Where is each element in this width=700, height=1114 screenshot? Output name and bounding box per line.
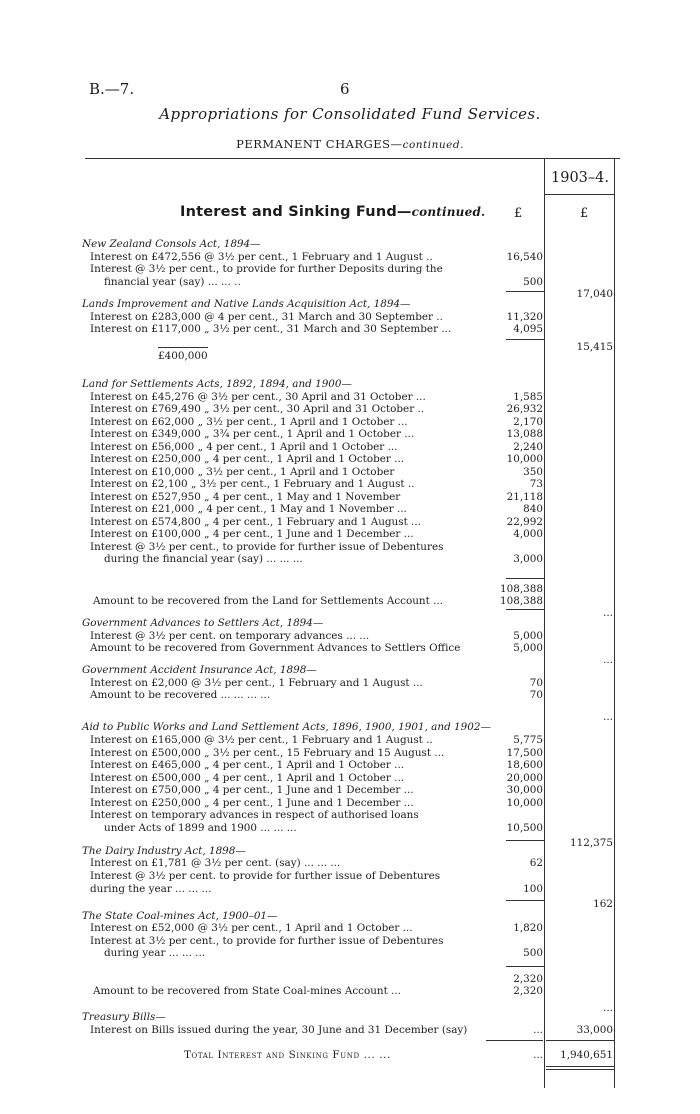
row-description: Land for Settlements Acts, 1892, 1894, and 1900— bbox=[82, 378, 352, 390]
year-column-header: 1903–4. bbox=[551, 170, 609, 186]
amount-inner: 62 bbox=[529, 857, 543, 869]
row-description: Lands Improvement and Native Lands Acquisition Act, 1894— bbox=[82, 298, 411, 310]
amount-inner: 1,820 bbox=[513, 922, 543, 934]
act-heading bbox=[0, 1011, 700, 1024]
page-number: 6 bbox=[340, 80, 350, 98]
ledger-row bbox=[0, 263, 700, 276]
ledger-row bbox=[0, 870, 700, 883]
amount-inner: 16,540 bbox=[506, 251, 543, 263]
total-rule bbox=[546, 1066, 614, 1067]
ledger-row bbox=[0, 809, 700, 822]
row-description: Interest on £165,000 @ 3½ per cent., 1 February and 1 August .. bbox=[90, 734, 433, 746]
section-title bbox=[180, 204, 485, 220]
row-description: Interest on £500,000 „ 4 per cent., 1 April and 1 October ... bbox=[90, 772, 405, 784]
row-description: Amount to be recovered from Government Advances to Settlers Office bbox=[90, 642, 461, 654]
amount-inner: 21,118 bbox=[506, 491, 543, 503]
ledger-row bbox=[0, 1024, 700, 1037]
row-description: Interest on £769,490 „ 3½ per cent., 30 April and 31 October .. bbox=[90, 403, 425, 415]
amount-inner: 2,170 bbox=[513, 416, 543, 428]
subtitle-continued: continued. bbox=[402, 139, 464, 151]
row-description: under Acts of 1899 and 1900 ... ... ... bbox=[104, 822, 297, 834]
subtotal-rule bbox=[506, 578, 544, 579]
row-description: New Zealand Consols Act, 1894— bbox=[82, 238, 261, 250]
row-description: Interest on £10,000 „ 3½ per cent., 1 April and 1 October bbox=[90, 466, 395, 478]
amount-inner: 840 bbox=[523, 503, 543, 515]
ledger-row bbox=[0, 403, 700, 416]
currency-left: £ bbox=[514, 206, 523, 221]
row-description: Government Advances to Settlers Act, 1894— bbox=[82, 617, 324, 629]
row-description: Interest on £2,000 @ 3½ per cent., 1 February and 1 August ... bbox=[90, 677, 423, 689]
amount-total: 1,940,651 bbox=[560, 1049, 613, 1061]
amount-inner: 1,585 bbox=[513, 391, 543, 403]
row-description: Interest at 3½ per cent., to provide for further issue of Debentures bbox=[90, 935, 444, 947]
row-description: Interest @ 3½ per cent., to provide for further Deposits during the bbox=[90, 263, 443, 275]
row-description: Interest on £100,000 „ 4 per cent., 1 June and 1 December ... bbox=[90, 528, 414, 540]
row-description: Interest on £2,100 „ 3½ per cent., 1 February and 1 August .. bbox=[90, 478, 415, 490]
ledger-row bbox=[0, 883, 700, 896]
row-description: Amount to be recovered from State Coal-mines Account ... bbox=[93, 985, 401, 997]
amount-inner: 10,000 bbox=[506, 797, 543, 809]
amount-total: ... bbox=[603, 1002, 613, 1014]
total-rule bbox=[486, 1040, 543, 1041]
amount-inner: 500 bbox=[523, 276, 543, 288]
total-rule bbox=[546, 1069, 614, 1070]
act-heading bbox=[0, 617, 700, 630]
row-description: Treasury Bills— bbox=[82, 1011, 166, 1023]
amount-inner: 26,932 bbox=[506, 403, 543, 415]
amount-total: 15,415 bbox=[576, 341, 613, 353]
row-description: Interest on £1,781 @ 3½ per cent. (say) ... ... ... bbox=[90, 857, 341, 869]
row-description: Interest on £250,000 „ 4 per cent., 1 June and 1 December ... bbox=[90, 797, 414, 809]
grand-total-row bbox=[0, 1049, 700, 1062]
act-heading bbox=[0, 298, 700, 311]
row-description: Interest @ 3½ per cent. to provide for further issue of Debentures bbox=[90, 870, 441, 882]
amount-inner: 350 bbox=[523, 466, 543, 478]
amount-inner: 10,000 bbox=[506, 453, 543, 465]
subtitle-main: PERMANENT CHARGES— bbox=[236, 137, 403, 151]
row-description: Interest on £349,000 „ 3¾ per cent., 1 April and 1 October ... bbox=[90, 428, 415, 440]
amount-inner: 5,775 bbox=[513, 734, 543, 746]
boxed-loan-total: £400,000 bbox=[158, 347, 208, 362]
amount-inner: 20,000 bbox=[506, 772, 543, 784]
ledger-row bbox=[0, 553, 700, 566]
year-header-rule bbox=[544, 194, 615, 195]
ledger-row bbox=[0, 428, 700, 441]
amount-total: ... bbox=[603, 607, 613, 619]
row-description: Interest on Bills issued during the year, 30 June and 31 December (say) bbox=[90, 1024, 468, 1036]
amount-inner: 4,000 bbox=[513, 528, 543, 540]
row-description: The State Coal-mines Act, 1900–01— bbox=[82, 910, 278, 922]
row-description: Interest on £500,000 „ 3½ per cent., 15 February and 15 August ... bbox=[90, 747, 445, 759]
amount-inner: 22,992 bbox=[506, 516, 543, 528]
page-reference: B.—7. bbox=[89, 80, 135, 98]
row-description: Interest on £574,800 „ 4 per cent., 1 February and 1 August ... bbox=[90, 516, 421, 528]
row-description: The Dairy Industry Act, 1898— bbox=[82, 845, 246, 857]
amount-total: 33,000 bbox=[576, 1024, 613, 1036]
row-description: Interest on £45,276 @ 3½ per cent., 30 April and 31 October ... bbox=[90, 391, 426, 403]
row-description: Amount to be recovered from the Land for Settlements Account ... bbox=[93, 595, 444, 607]
amount-total: 17,040 bbox=[576, 288, 613, 300]
act-heading bbox=[0, 238, 700, 251]
amount-inner: 13,088 bbox=[506, 428, 543, 440]
row-description: Amount to be recovered ... ... ... ... bbox=[90, 689, 271, 701]
ledger-row bbox=[0, 822, 700, 835]
row-description: Interest @ 3½ per cent., to provide for further issue of Debentures bbox=[90, 541, 444, 553]
row-description: during the financial year (say) ... ... ... bbox=[104, 553, 303, 565]
amount-inner: 500 bbox=[523, 947, 543, 959]
act-heading bbox=[0, 378, 700, 391]
ledger-row bbox=[0, 857, 700, 870]
act-heading bbox=[0, 721, 700, 734]
row-description: Interest on £21,000 „ 4 per cent., 1 May and 1 November ... bbox=[90, 503, 407, 515]
amount-inner: 18,600 bbox=[506, 759, 543, 771]
ledger-row bbox=[0, 947, 700, 960]
amount-inner: 2,240 bbox=[513, 441, 543, 453]
amount-inner: 108,388 bbox=[500, 583, 543, 595]
ledger-row bbox=[0, 323, 700, 336]
row-description: Interest on £62,000 „ 3½ per cent., 1 April and 1 October ... bbox=[90, 416, 408, 428]
row-description: financial year (say) ... ... .. bbox=[104, 276, 241, 288]
subtotal-rule bbox=[506, 609, 544, 610]
row-description: Total Interest and Sinking Fund ... ... bbox=[184, 1049, 391, 1061]
ledger-row bbox=[0, 734, 700, 747]
subtotal-rule bbox=[506, 900, 544, 901]
section-title-main: Interest and Sinking Fund— bbox=[180, 204, 412, 220]
ledger-row bbox=[0, 922, 700, 935]
amount-inner: 2,320 bbox=[513, 985, 543, 997]
amount-inner: ... bbox=[533, 1024, 543, 1036]
row-description: Aid to Public Works and Land Settlement Acts, 1896, 1900, 1901, and 1902— bbox=[82, 721, 491, 733]
amount-inner: ... bbox=[533, 1049, 543, 1061]
row-description: Interest on £250,000 „ 4 per cent., 1 April and 1 October ... bbox=[90, 453, 405, 465]
ledger-row bbox=[0, 784, 700, 797]
amount-total: 162 bbox=[593, 898, 613, 910]
row-description: Interest on £283,000 @ 4 per cent., 31 March and 30 September .. bbox=[90, 311, 443, 323]
ledger-row bbox=[0, 759, 700, 772]
subtotal-rule bbox=[506, 339, 544, 340]
row-description: Interest on £56,000 „ 4 per cent., 1 April and 1 October ... bbox=[90, 441, 398, 453]
amount-inner: 70 bbox=[529, 677, 543, 689]
row-description: Interest @ 3½ per cent. on temporary advances ... ... bbox=[90, 630, 370, 642]
ledger-row bbox=[0, 341, 700, 354]
amount-total: ... bbox=[603, 654, 613, 666]
amount-inner: 30,000 bbox=[506, 784, 543, 796]
row-description: Interest on temporary advances in respect of authorised loans bbox=[90, 809, 419, 821]
page-title: Appropriations for Consolidated Fund Services. bbox=[159, 105, 541, 123]
amount-inner: 17,500 bbox=[506, 747, 543, 759]
header-rule bbox=[85, 158, 620, 159]
ledger-row bbox=[0, 478, 700, 491]
amount-total: 112,375 bbox=[570, 837, 613, 849]
amount-inner: 4,095 bbox=[513, 323, 543, 335]
amount-inner: 5,000 bbox=[513, 630, 543, 642]
row-description: Interest on £472,556 @ 3½ per cent., 1 February and 1 August .. bbox=[90, 251, 433, 263]
total-rule bbox=[546, 1040, 614, 1041]
amount-inner: 11,320 bbox=[506, 311, 543, 323]
amount-total: ... bbox=[603, 711, 613, 723]
row-description: Interest on £750,000 „ 4 per cent., 1 June and 1 December ... bbox=[90, 784, 414, 796]
row-description: Interest on £527,950 „ 4 per cent., 1 May and 1 November bbox=[90, 491, 401, 503]
ledger-row bbox=[0, 453, 700, 466]
section-title-continued: continued. bbox=[411, 205, 486, 219]
act-heading bbox=[0, 664, 700, 677]
amount-inner: 5,000 bbox=[513, 642, 543, 654]
page-subtitle bbox=[0, 137, 700, 151]
ledger-row bbox=[0, 503, 700, 516]
currency-right: £ bbox=[580, 206, 589, 221]
row-description: during the year ... ... ... bbox=[90, 883, 212, 895]
ledger-row bbox=[0, 528, 700, 541]
amount-inner: 3,000 bbox=[513, 553, 543, 565]
subtotal-rule bbox=[506, 966, 544, 967]
subtotal-rule bbox=[506, 840, 544, 841]
amount-inner: 70 bbox=[529, 689, 543, 701]
row-description: Interest on £52,000 @ 3½ per cent., 1 April and 1 October ... bbox=[90, 922, 413, 934]
amount-inner: 10,500 bbox=[506, 822, 543, 834]
row-description: Interest on £117,000 „ 3½ per cent., 31 March and 30 September ... bbox=[90, 323, 452, 335]
ledger-row bbox=[0, 985, 700, 998]
amount-inner: 73 bbox=[529, 478, 543, 490]
ledger-row bbox=[0, 689, 700, 702]
amount-inner: 100 bbox=[523, 883, 543, 895]
amount-inner: 2,320 bbox=[513, 973, 543, 985]
row-description: Government Accident Insurance Act, 1898— bbox=[82, 664, 317, 676]
row-description: Interest on £465,000 „ 4 per cent., 1 April and 1 October ... bbox=[90, 759, 405, 771]
amount-inner: 108,388 bbox=[500, 595, 543, 607]
row-description: during year ... ... ... bbox=[104, 947, 206, 959]
subtotal-rule bbox=[506, 291, 544, 292]
